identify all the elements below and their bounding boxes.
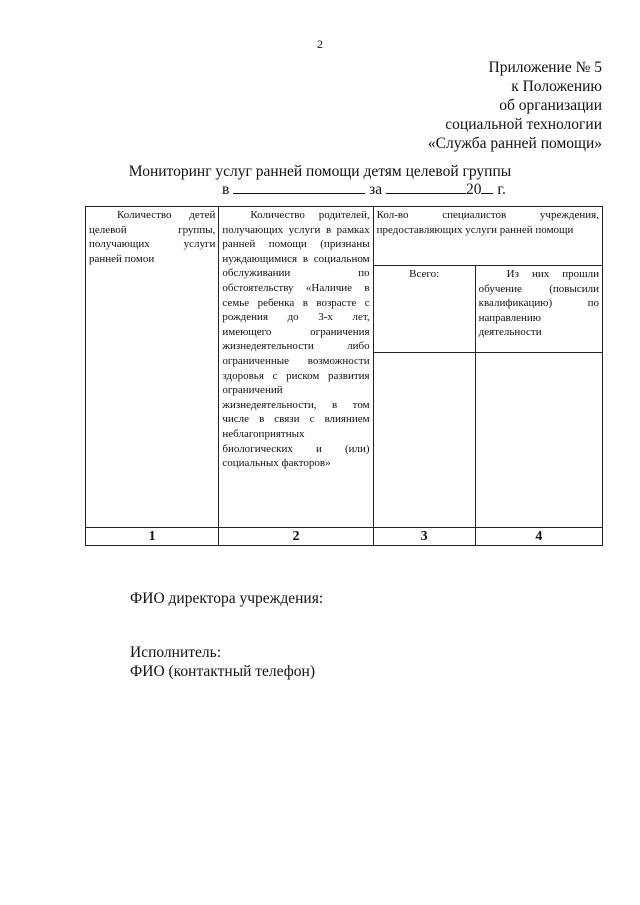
month-blank: [386, 180, 466, 194]
document-title: Мониторинг услуг ранней помощи детям целевой группы: [128, 163, 512, 180]
column-number: 1: [86, 528, 219, 546]
appendix-line: «Служба ранней помощи»: [427, 135, 602, 152]
period-prefix: в: [222, 181, 230, 198]
col4-subheader: Из них прошли обучение (повысили квалификацию) по направлению деятельности: [475, 266, 602, 353]
column-number: 2: [219, 528, 373, 546]
col4-data-cell: [475, 353, 602, 528]
year-blank: [481, 180, 493, 194]
column-number: 4: [475, 528, 602, 546]
appendix-line: к Положению: [511, 78, 602, 95]
col34-header: Кол-во специалистов учреждения, предоставляющих услуги ранней помощи: [373, 207, 602, 266]
col3-data-cell: [373, 353, 475, 528]
monitoring-table: [85, 206, 603, 546]
period-line: [222, 180, 506, 199]
executor-block: [130, 643, 315, 681]
col2-header: Количество родителей, получающих услуги в рамках ранней помощи (признаны нуждающимися в социальном обслуживании по обстоятельству «Наличие в семье ребенка в возрасте с рождения до 3-х лет, имеющего ограничения жизнедеятельности либо ограниченные возможности здоровья с риском развития ограничений жизнедеятельности, в том числе в связи с влиянием неблагоприятных биологических и (или) социальных факторов»: [219, 207, 373, 528]
period-suffix: г.: [497, 181, 506, 198]
column-number: 3: [373, 528, 475, 546]
year-prefix: 20: [465, 181, 482, 198]
appendix-line: об организации: [499, 97, 602, 114]
appendix-line: социальной технологии: [445, 116, 602, 133]
executor-contact-label: ФИО (контактный телефон): [130, 663, 315, 680]
period-middle: за: [369, 181, 383, 198]
col3-subheader: Всего:: [373, 266, 475, 353]
institution-blank: [233, 180, 365, 194]
col1-header: Количество детей целевой группы, получающих услуги ранней помои: [86, 207, 219, 528]
director-label: ФИО директора учреждения:: [130, 590, 324, 607]
executor-label: Исполнитель:: [130, 644, 222, 661]
page-number: 2: [317, 37, 323, 51]
appendix-header: [428, 58, 602, 153]
appendix-line: Приложение № 5: [488, 59, 602, 76]
